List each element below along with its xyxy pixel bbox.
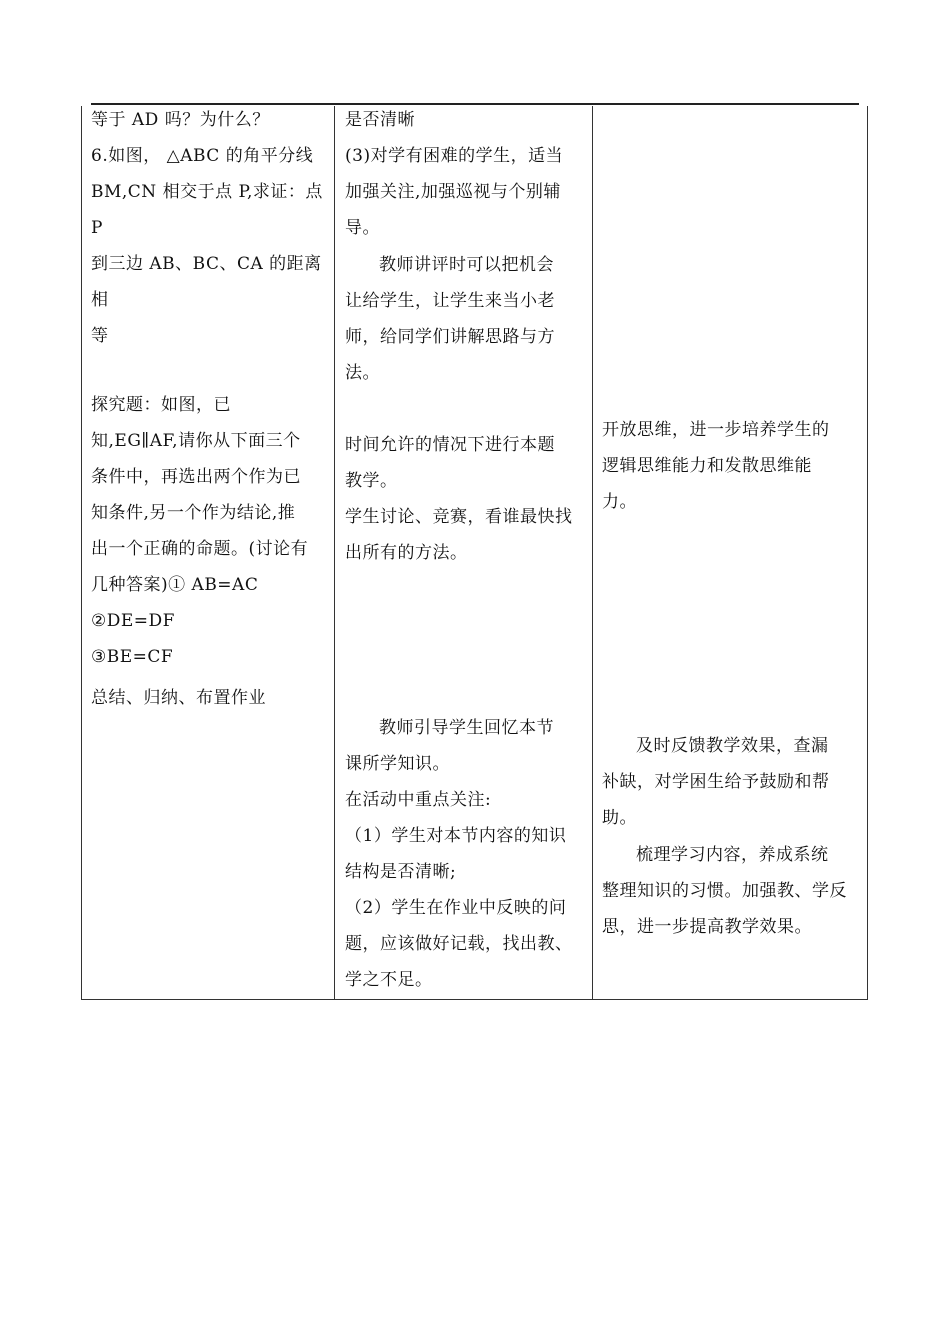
col1-line: 几种答案)① AB=AC ②DE=DF <box>91 575 259 631</box>
col2-line: 结构是否清晰; <box>345 862 457 882</box>
col1-line: 探究题：如图，已 <box>91 395 231 415</box>
col2-line: 出所有的方法。 <box>345 543 468 563</box>
col3-block2 <box>602 728 862 836</box>
col3-line: 补缺，对学困生给予鼓励和帮 <box>602 772 830 792</box>
col1-line: 到三边 AB、BC、CA 的距离相 <box>91 254 322 310</box>
column-divider-2 <box>592 106 593 999</box>
col1-line: 条件中，再选出两个作为已 <box>91 467 301 487</box>
col2-block4 <box>345 710 589 998</box>
col3-block3 <box>602 837 862 945</box>
column-divider-1 <box>334 106 335 999</box>
col3-line: 整理知识的习惯。加强教、学反 <box>602 881 847 901</box>
col2-line: 法。 <box>345 363 380 383</box>
col1-block3 <box>91 680 331 716</box>
col2-line: 课所学知识。 <box>345 754 450 774</box>
col2-line: 教师讲评时可以把机会 <box>379 255 554 275</box>
col1-line: 知条件,另一个作为结论,推 <box>91 503 296 523</box>
col2-line: 教师引导学生回忆本节 <box>379 718 554 738</box>
col2-line: （1）学生对本节内容的知识 <box>345 826 567 846</box>
col1-line: 总结、归纳、布置作业 <box>91 688 266 708</box>
col2-line: 学生讨论、竞赛，看谁最快找 <box>345 507 573 527</box>
col3-line: 助。 <box>602 808 637 828</box>
col1-line: 等 <box>91 326 109 346</box>
col2-line: （2）学生在作业中反映的问 <box>345 898 567 918</box>
col2-line: 学之不足。 <box>345 970 433 990</box>
col1-block1 <box>91 102 331 354</box>
col1-line: BM,CN 相交于点 P,求证：点 P <box>91 182 323 238</box>
col2-block3 <box>345 427 589 571</box>
col2-line: 导。 <box>345 218 380 238</box>
col1-line: 6.如图， △ABC 的角平分线 <box>91 146 314 166</box>
col3-line: 力。 <box>602 492 637 512</box>
col1-line: 出一个正确的命题。(讨论有 <box>91 539 309 559</box>
col3-line: 梳理学习内容，养成系统 <box>636 845 829 865</box>
col2-line: 时间允许的情况下进行本题 <box>345 435 555 455</box>
col3-line: 逻辑思维能力和发散思维能 <box>602 456 812 476</box>
col1-line: 知,EG∥AF,请你从下面三个 <box>91 431 301 451</box>
col1-block2 <box>91 387 331 675</box>
col2-line: 是否清晰 <box>345 110 415 130</box>
col2-line: 题，应该做好记载，找出教、 <box>345 934 573 954</box>
col2-block2 <box>345 247 589 391</box>
col3-line: 思，进一步提高教学效果。 <box>602 917 812 937</box>
col2-line: 在活动中重点关注: <box>345 790 492 810</box>
col2-line: 让给学生，让学生来当小老 <box>345 291 555 311</box>
col3-block1 <box>602 412 862 520</box>
col2-line: 加强关注,加强巡视与个别辅 <box>345 182 561 202</box>
col1-line: 等于 AD 吗？为什么？ <box>91 110 270 130</box>
col2-line: 教学。 <box>345 471 398 491</box>
col3-line: 及时反馈教学效果，查漏 <box>636 736 829 756</box>
col1-line: ③BE=CF <box>91 647 174 667</box>
col2-line: 师，给同学们讲解思路与方 <box>345 327 555 347</box>
col2-line: (3)对学有困难的学生，适当 <box>345 146 564 166</box>
col2-block1 <box>345 102 589 246</box>
col3-line: 开放思维，进一步培养学生的 <box>602 420 830 440</box>
